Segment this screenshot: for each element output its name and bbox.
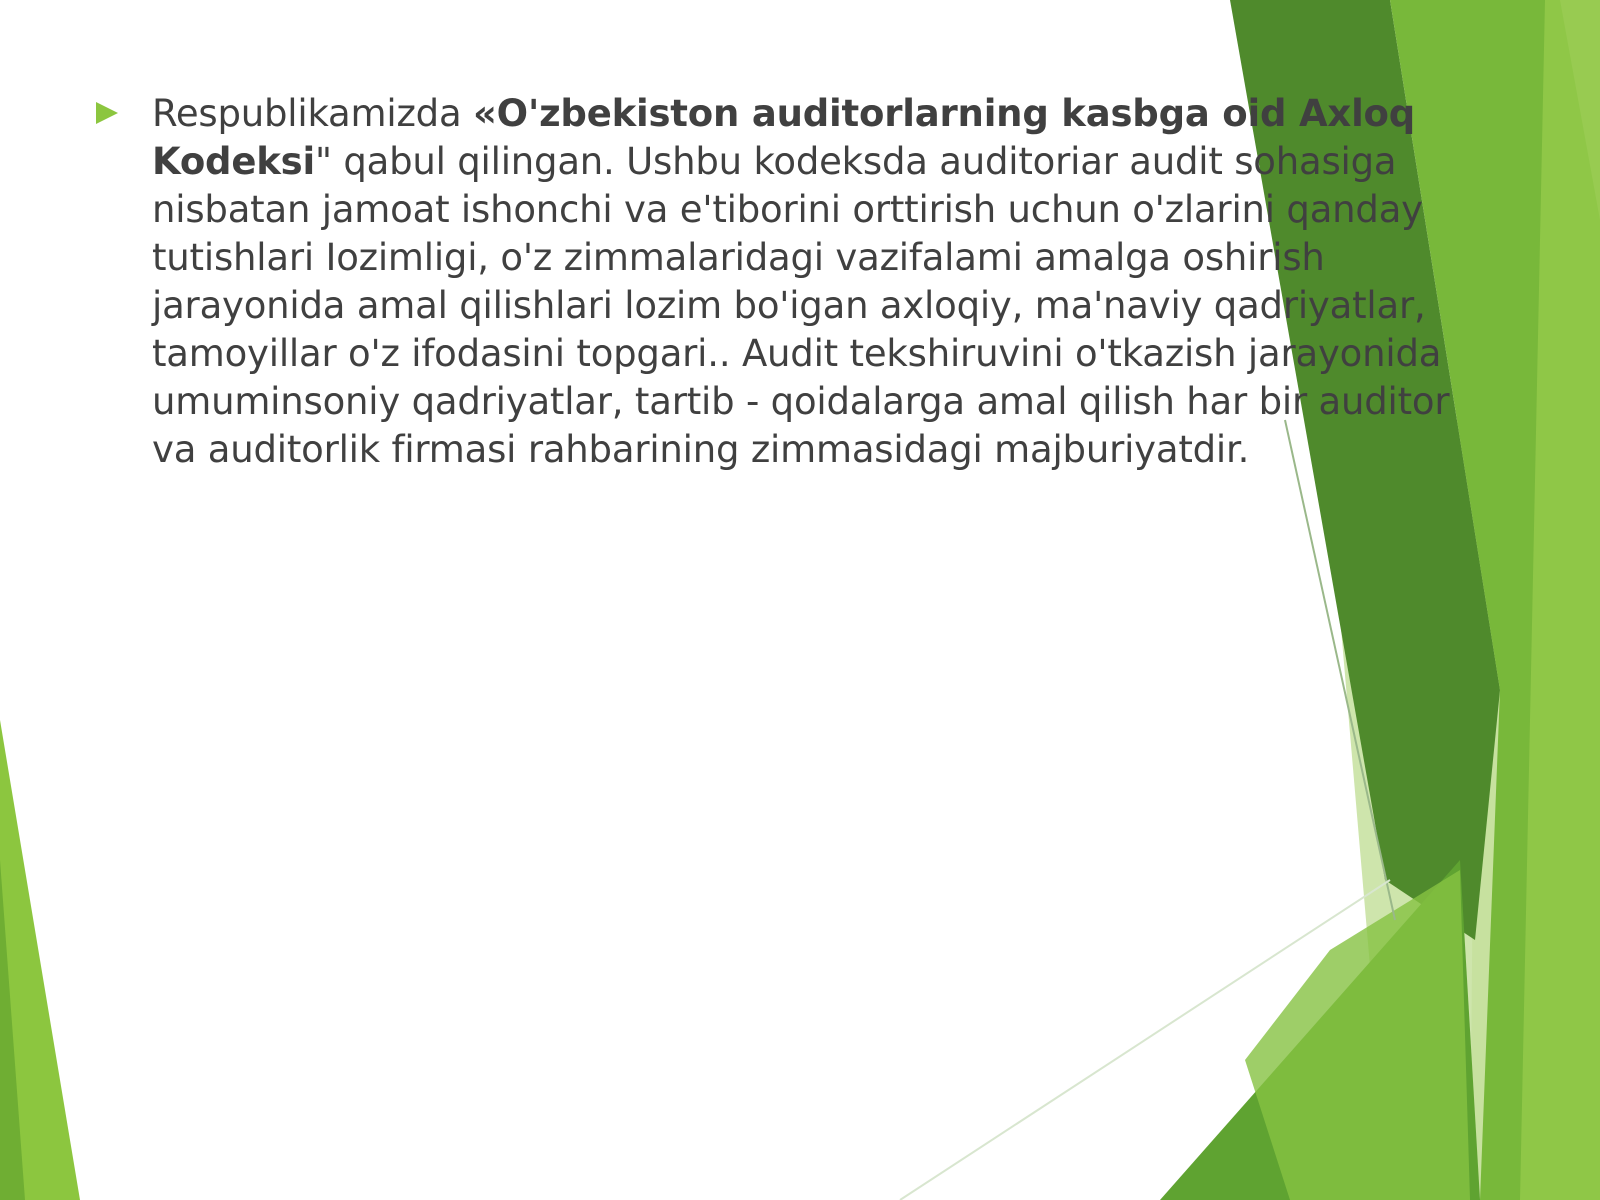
code-title: «O'zbekiston auditorlarning kasbga oid Axloq Kodeksi [152,92,1416,183]
decor-shape-bottom-light [1245,870,1470,1200]
bullet-text [152,90,1482,474]
bullet-prefix: Respublikamizda [152,92,473,135]
triangle-right-icon [96,102,118,124]
bullet-item [96,90,1496,474]
bullet-body: " qabul qilingan. Ushbu kodeksda auditoriar audit sohasiga nisbatan jamoat ishonchi va e'tiborini orttirish uchun o'zlarini qanday tutishlari Iozimligi, o'z zimmalaridagi vazifalami amalga oshirish jarayonida amal qilishlari lozim bo'igan axloqiy, ma'naviy qadriyatlar, tamoyillar o'z ifodasini topgari.. Audit tekshiruvini o'tkazish jarayonida umuminsoniy qadriyatlar, tartib - qoidalarga amal qilish har bir auditor va auditorlik firmasi rahbarining zimmasidagi majburiyatdir. [152,140,1450,471]
content-area [96,90,1496,474]
